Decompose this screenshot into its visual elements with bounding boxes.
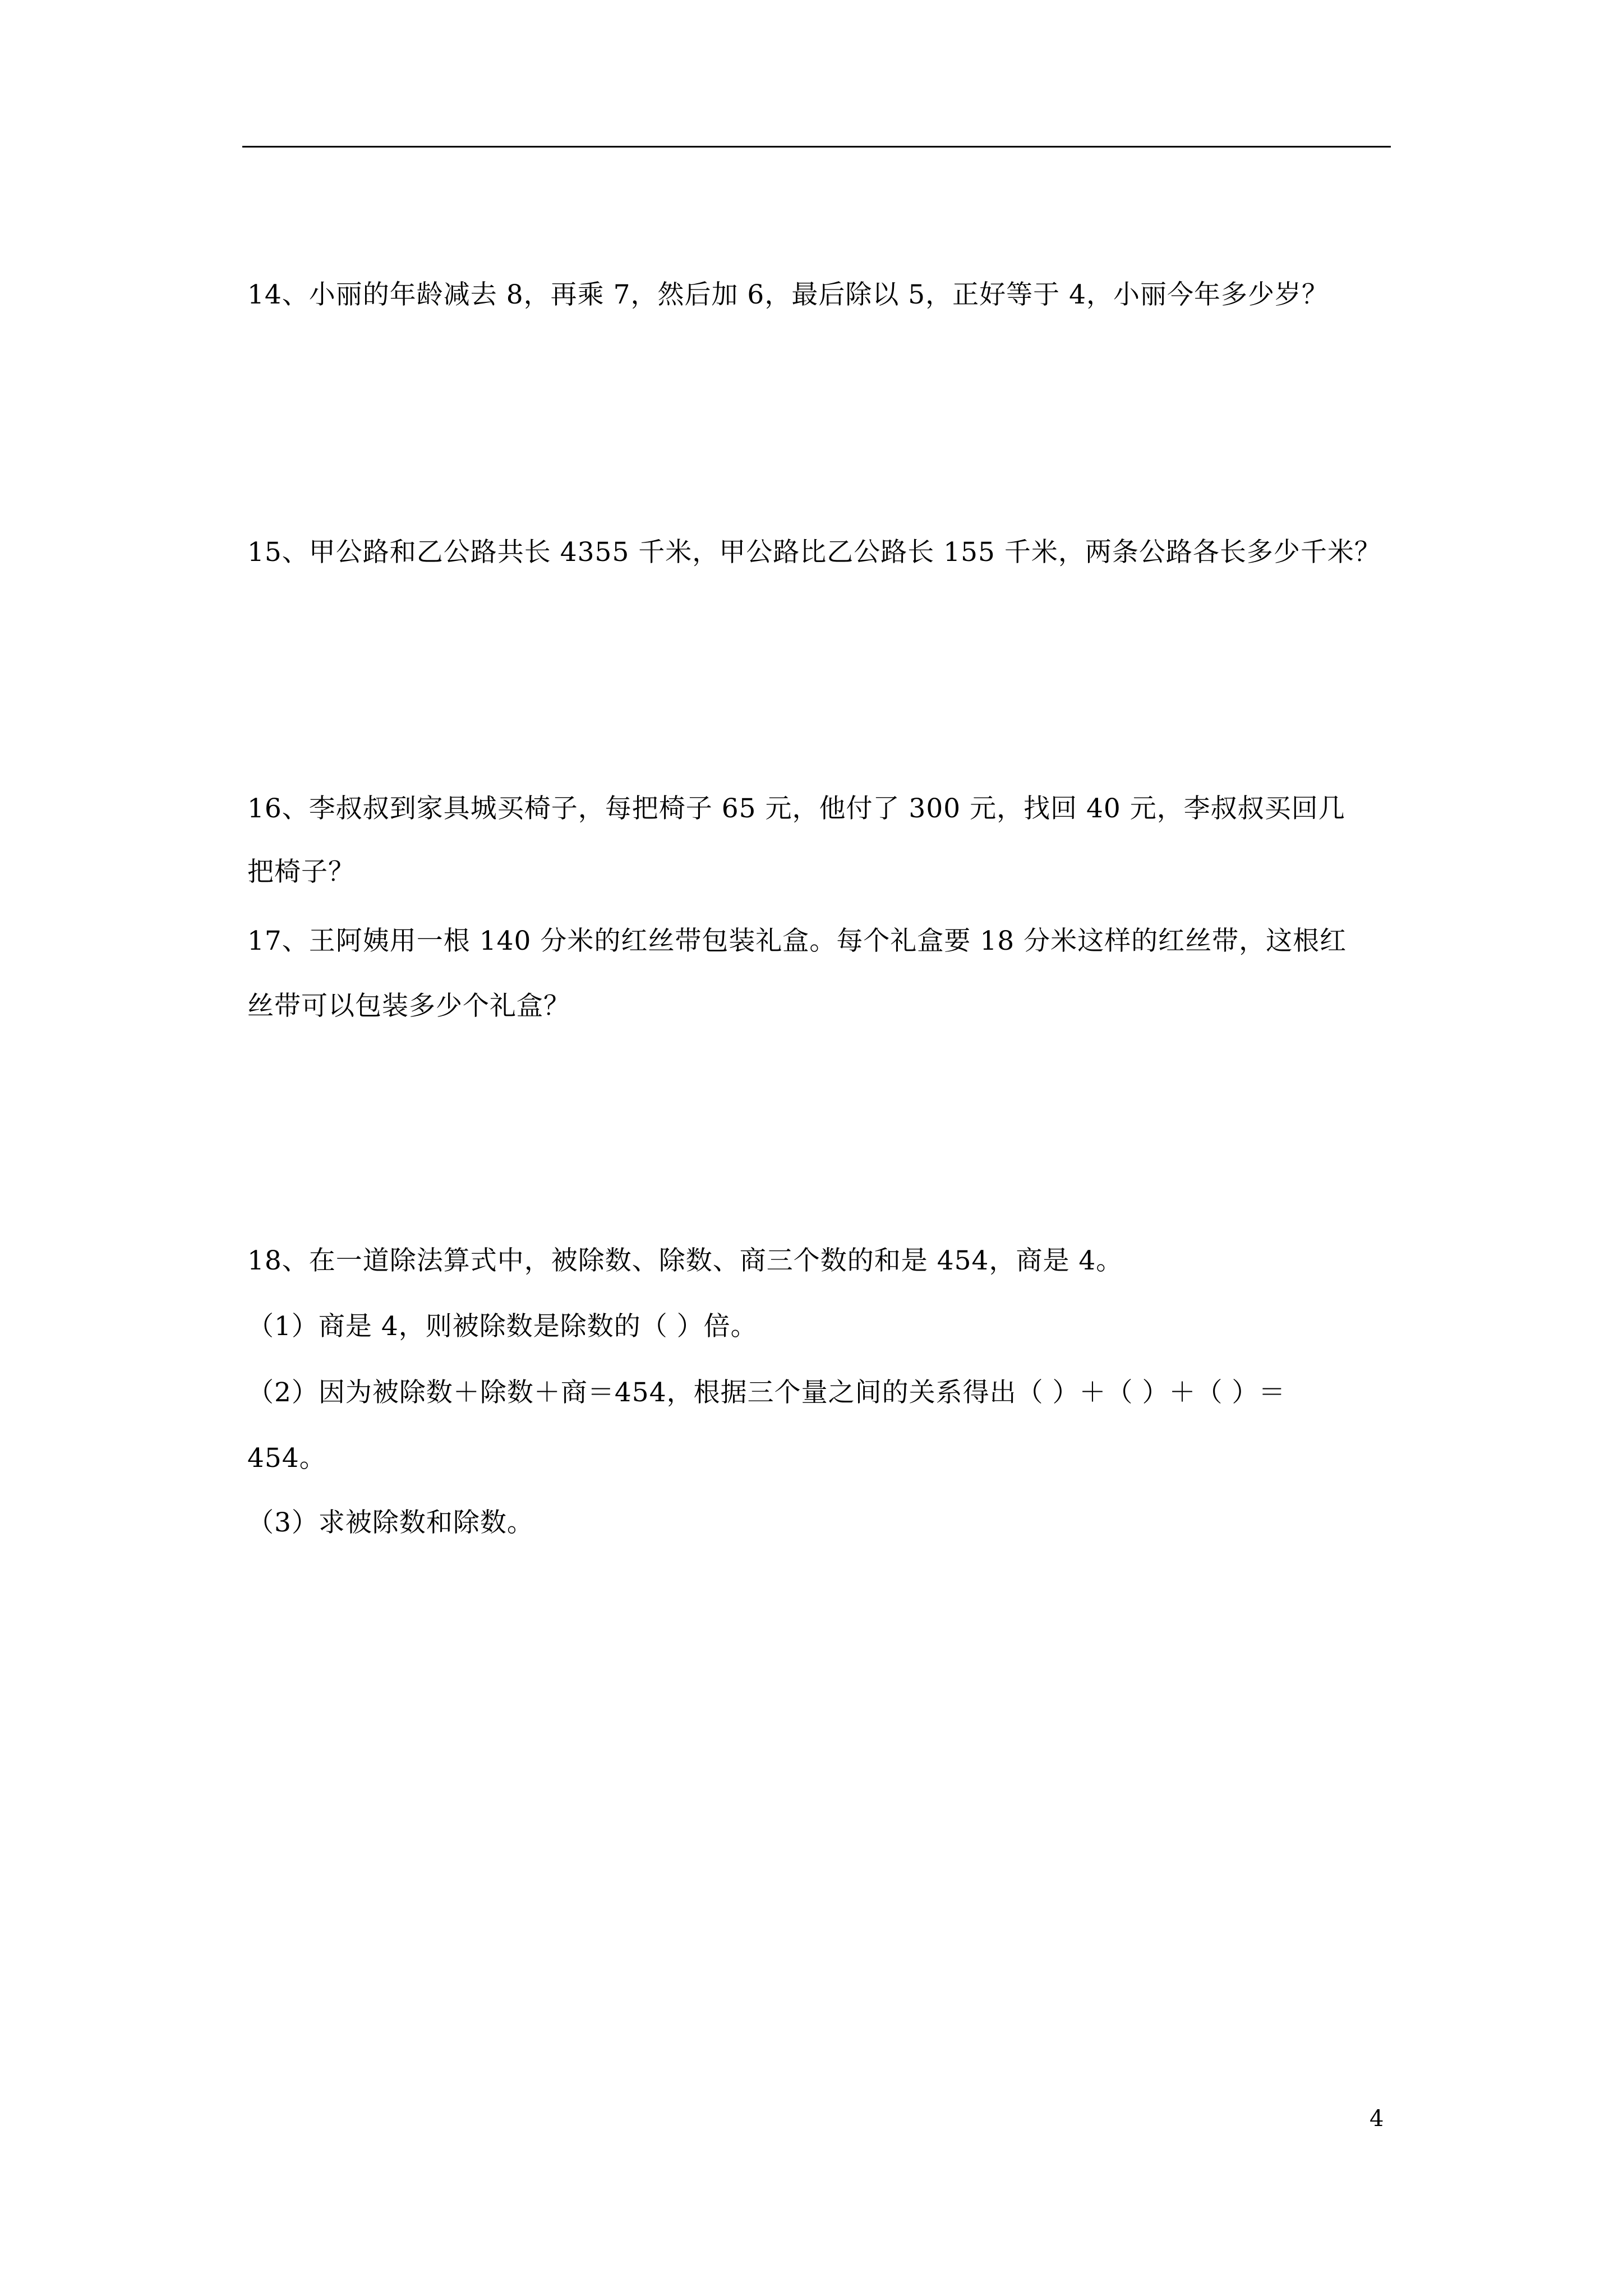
question-17-line-2: 丝带可以包装多少个礼盒？ <box>247 991 570 1022</box>
question-16-line-1: 16、李叔叔到家具城买椅子，每把椅子 65 元，他付了 300 元，找回 40 元，李叔叔买回几 <box>247 793 1345 824</box>
question-15: 15、甲公路和乙公路共长 4355 千米，甲公路比乙公路长 155 千米，两条公路各长多少千米？ <box>247 537 1381 568</box>
question-18-stem: 18、在一道除法算式中，被除数、除数、商三个数的和是 454，商是 4。 <box>247 1245 1123 1276</box>
question-14: 14、小丽的年龄减去 8，再乘 7，然后加 6，最后除以 5，正好等于 4，小丽今年多少岁？ <box>247 279 1329 310</box>
question-18-part-3: （3）求被除数和除数。 <box>247 1507 534 1538</box>
page-number: 4 <box>1370 2106 1384 2132</box>
question-16-line-2: 把椅子？ <box>247 857 355 887</box>
question-18-part-1: （1）商是 4，则被除数是除数的（ ）倍。 <box>247 1311 758 1342</box>
question-17-line-1: 17、王阿姨用一根 140 分米的红丝带包装礼盒。每个礼盒要 18 分米这样的红丝带，这根红 <box>247 926 1347 956</box>
header-rule <box>242 146 1391 148</box>
question-18-part-2-line-2: 454。 <box>247 1443 326 1474</box>
question-18-part-2-line-1: （2）因为被除数＋除数＋商＝454，根据三个量之间的关系得出（ ）＋（ ）＋（ ）＝ <box>247 1377 1286 1408</box>
